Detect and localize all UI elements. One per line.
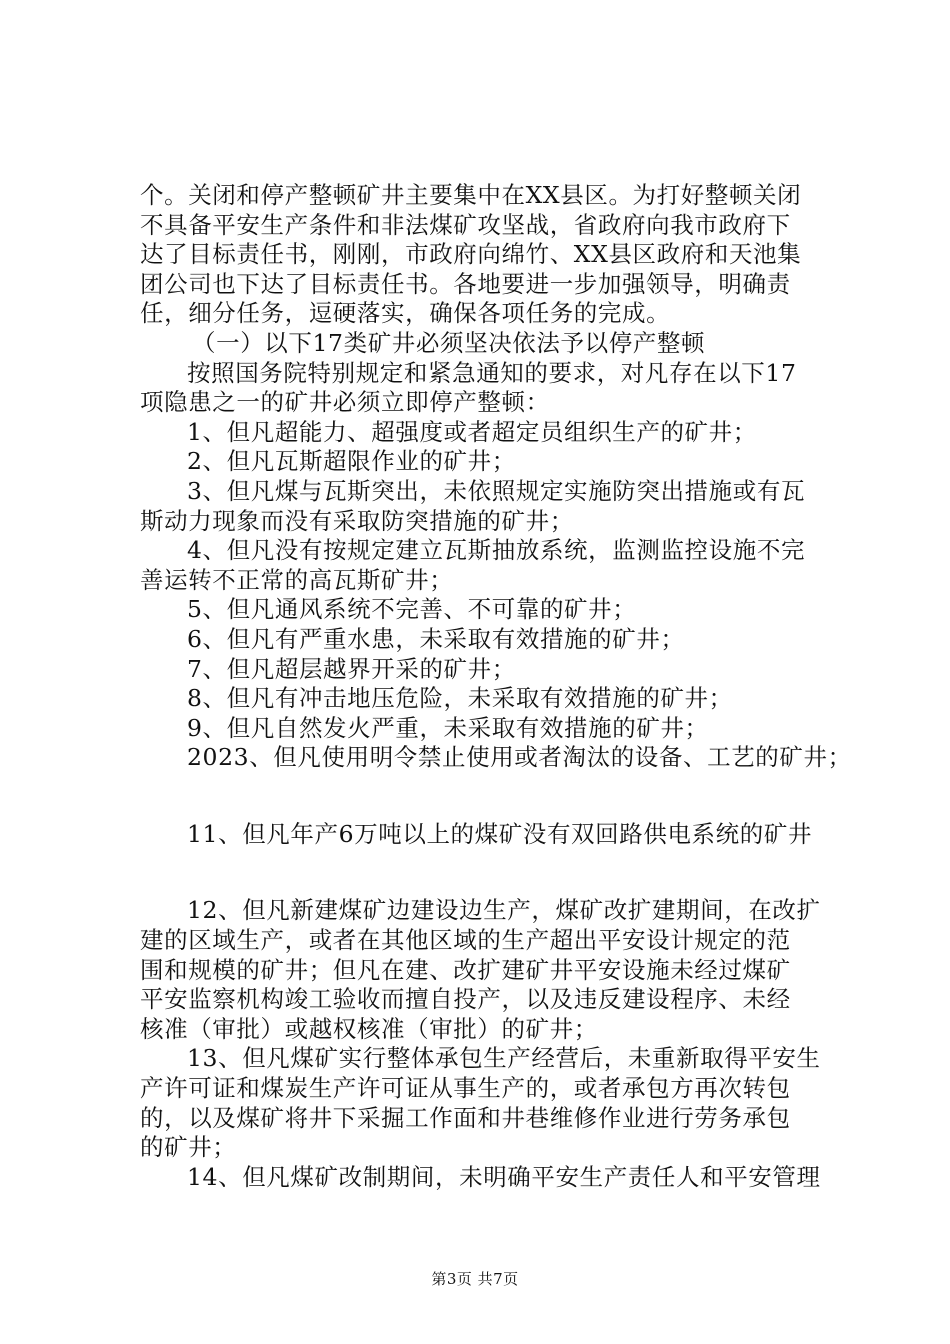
text-line: 达了目标责任书，刚刚，市政府向绵竹、XX县区政府和天池集 bbox=[140, 240, 802, 269]
text-line: 按照国务院特别规定和紧急通知的要求，对凡存在以下17 bbox=[187, 358, 797, 387]
body-text bbox=[140, 181, 852, 1192]
list-item: 14、但凡煤矿改制期间，未明确平安生产责任人和平安管理 bbox=[187, 1162, 821, 1191]
text-line: 核准（审批）或越权核准（审批）的矿井； bbox=[140, 1014, 598, 1043]
text-line: 平安监察机构竣工验收而擅自投产，以及违反建设程序、未经 bbox=[140, 985, 791, 1014]
list-item: 4、但凡没有按规定建立瓦斯抽放系统，监测监控设施不完 bbox=[187, 536, 806, 565]
list-item: 3、但凡煤与瓦斯突出，未依照规定实施防突出措施或有瓦 bbox=[187, 476, 806, 505]
text-line: 的，以及煤矿将井下采掘工作面和井巷维修作业进行劳务承包 bbox=[140, 1103, 791, 1132]
list-item: 5、但凡通风系统不完善、不可靠的矿井； bbox=[187, 595, 637, 624]
list-item: 1、但凡超能力、超强度或者超定员组织生产的矿井； bbox=[187, 417, 757, 446]
text-line: 的矿井； bbox=[140, 1133, 237, 1162]
text-line: 斯动力现象而没有采取防突措施的矿井； bbox=[140, 506, 574, 535]
list-item: 13、但凡煤矿实行整体承包生产经营后，未重新取得平安生 bbox=[187, 1044, 821, 1073]
text-line: 产许可证和煤炭生产许可证从事生产的，或者承包方再次转包 bbox=[140, 1074, 791, 1103]
text-line: 不具备平安生产条件和非法煤矿攻坚战，省政府向我市政府下 bbox=[140, 210, 791, 239]
list-item: 12、但凡新建煤矿边建设边生产，煤矿改扩建期间，在改扩 bbox=[187, 896, 821, 925]
section-heading: （一）以下17类矿井必须坚决依法予以停产整顿 bbox=[192, 328, 706, 357]
text-line: 任，细分任务，逗硬落实，确保各项任务的完成。 bbox=[140, 299, 671, 328]
text-line: 个。关闭和停产整顿矿井主要集中在XX县区。为打好整顿关闭 bbox=[140, 181, 802, 209]
list-item: 2023、但凡使用明令禁止使用或者淘汰的设备、工艺的矿井； bbox=[187, 743, 852, 772]
list-item: 2、但凡瓦斯超限作业的矿井； bbox=[187, 447, 516, 476]
list-item: 9、但凡自然发火严重，未采取有效措施的矿井； bbox=[187, 713, 709, 742]
list-item: 6、但凡有严重水患，未采取有效措施的矿井； bbox=[187, 624, 685, 653]
list-item: 7、但凡超层越界开采的矿井； bbox=[187, 654, 516, 683]
list-item: 8、但凡有冲击地压危险，未采取有效措施的矿井； bbox=[187, 684, 733, 713]
list-item: 11、但凡年产6万吨以上的煤矿没有双回路供电系统的矿井 bbox=[187, 819, 813, 848]
text-line: 建的区域生产，或者在其他区域的生产超出平安设计规定的范 bbox=[140, 926, 791, 955]
page-footer: 第3页 共7页 bbox=[431, 1270, 519, 1288]
text-line: 项隐患之一的矿井必须立即停产整顿： bbox=[140, 388, 550, 417]
text-line: 团公司也下达了目标责任书。各地要进一步加强领导，明确责 bbox=[140, 269, 791, 298]
text-line: 善运转不正常的高瓦斯矿井； bbox=[140, 565, 454, 594]
text-line: 围和规模的矿井；但凡在建、改扩建矿井平安设施未经过煤矿 bbox=[140, 955, 791, 984]
